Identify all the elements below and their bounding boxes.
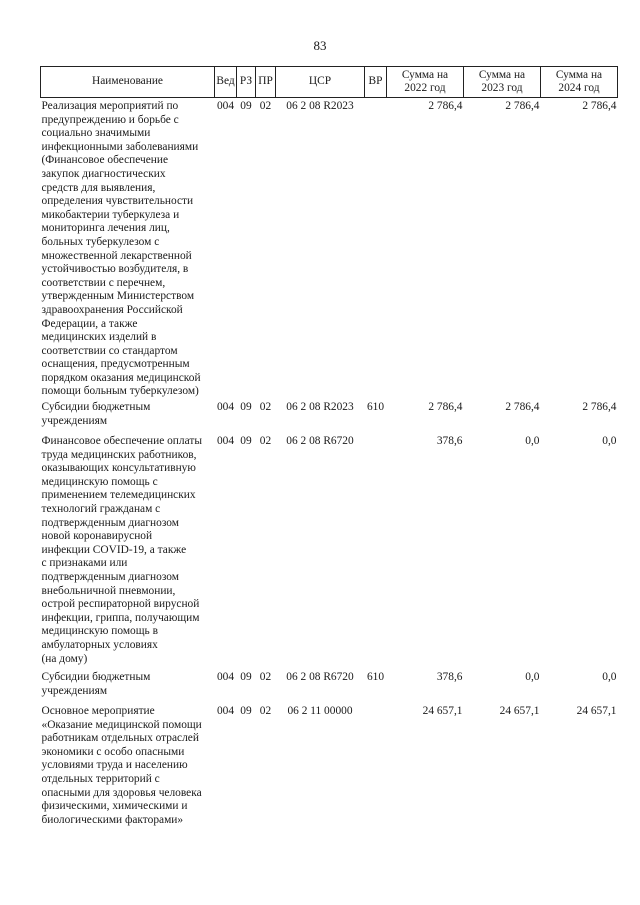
cell-csr: 06 2 08 R6720 bbox=[286, 435, 354, 448]
cell-name: Основное мероприятие «Оказание медицинской помощи работникам отдельных отраслей экономики с особо опасными условиями труда и населению отдельных территорий с опасными для здоровья человека физическими, химическими и биологическими факторами» bbox=[41, 705, 202, 826]
cell-sum-2022: 24 657,1 bbox=[422, 705, 463, 718]
cell-sum-2022: 378,6 bbox=[436, 671, 463, 684]
table-row bbox=[41, 669, 618, 703]
cell-sum-2022: 378,6 bbox=[436, 435, 463, 448]
cell-pr: 02 bbox=[259, 401, 272, 414]
cell-name: Субсидии бюджетным учреждениям bbox=[41, 671, 151, 697]
budget-table bbox=[40, 66, 618, 865]
table-row bbox=[41, 433, 618, 669]
cell-ved: 004 bbox=[216, 705, 235, 718]
cell-vr: 610 bbox=[366, 401, 385, 414]
table-row bbox=[41, 399, 618, 433]
cell-ved: 004 bbox=[216, 100, 235, 112]
header-name: Наименование bbox=[41, 67, 215, 98]
cell-sum-2024: 0,0 bbox=[602, 435, 617, 448]
header-pr: ПР bbox=[256, 67, 276, 98]
cell-pr: 02 bbox=[259, 100, 272, 112]
cell-name: Реализация мероприятий по предупреждению и борьбе с социально значимыми инфекционными заболеваниями (Финансовое обеспечение закупок диагностических средств для выявления, определения чувствительности микобактерии туберкулеза и мониторинга лечения лиц, больных туберкулезом с множественной лекарственной устойчивостью возбудителя, в соответствии с перечнем, утвержденным Министерством здравоохранения Российской Федерации, а также медицинских изделий в соответствии со стандартом оснащения, предусмотренным порядком оказания медицинской помощи больным туберкулезом) bbox=[41, 100, 201, 398]
header-sum-2022: Сумма на 2022 год bbox=[387, 67, 464, 98]
cell-sum-2023: 2 786,4 bbox=[505, 100, 540, 112]
cell-csr: 06 2 11 00000 bbox=[287, 705, 353, 718]
header-sum-2023: Сумма на 2023 год bbox=[464, 67, 541, 98]
cell-pr: 02 bbox=[259, 705, 272, 718]
cell-ved: 004 bbox=[216, 671, 235, 684]
cell-csr: 06 2 08 R2023 bbox=[286, 401, 354, 414]
page-number: 83 bbox=[313, 38, 327, 53]
cell-sum-2023: 2 786,4 bbox=[505, 401, 540, 414]
cell-sum-2024: 0,0 bbox=[602, 671, 617, 684]
cell-name: Субсидии бюджетным учреждениям bbox=[41, 401, 151, 427]
cell-rz: 09 bbox=[240, 705, 252, 718]
cell-sum-2023: 0,0 bbox=[525, 435, 540, 448]
header-rz: РЗ bbox=[237, 67, 256, 98]
header-csr: ЦСР bbox=[276, 67, 365, 98]
cell-sum-2024: 2 786,4 bbox=[582, 401, 617, 414]
cell-rz: 09 bbox=[240, 671, 252, 684]
cell-csr: 06 2 08 R6720 bbox=[286, 671, 354, 684]
cell-sum-2024: 2 786,4 bbox=[582, 100, 617, 112]
table-row bbox=[41, 703, 618, 865]
cell-pr: 02 bbox=[259, 671, 272, 684]
cell-sum-2023: 0,0 bbox=[525, 671, 540, 684]
table-row bbox=[41, 98, 618, 400]
cell-name: Финансовое обеспечение оплаты труда медицинских работников, оказывающих консультативную медицинскую помощь с применением телемедицинских технологий гражданам с подтвержденным диагнозом новой коронавирусной инфекции COVID-19, а также с признаками или подтвержденным диагнозом внебольничной пневмонии, острой респираторной вирусной инфекции, гриппа, получающим медицинскую помощь в амбулаторных условиях (на дому) bbox=[41, 435, 202, 665]
header-vr: ВР bbox=[365, 67, 387, 98]
cell-vr: 610 bbox=[366, 671, 385, 684]
header-sum-2024: Сумма на 2024 год bbox=[541, 67, 618, 98]
cell-vr bbox=[365, 703, 387, 865]
cell-vr bbox=[365, 98, 387, 400]
cell-sum-2022: 2 786,4 bbox=[428, 100, 463, 112]
cell-ved: 004 bbox=[216, 401, 235, 414]
cell-csr: 06 2 08 R2023 bbox=[286, 100, 354, 112]
header-ved: Вед bbox=[215, 67, 237, 98]
cell-sum-2024: 24 657,1 bbox=[576, 705, 617, 718]
cell-rz: 09 bbox=[240, 100, 252, 112]
cell-sum-2023: 24 657,1 bbox=[499, 705, 540, 718]
table-header-row bbox=[41, 67, 618, 98]
cell-sum-2022: 2 786,4 bbox=[428, 401, 463, 414]
cell-ved: 004 bbox=[216, 435, 235, 448]
cell-rz: 09 bbox=[240, 435, 252, 448]
cell-pr: 02 bbox=[259, 435, 272, 448]
cell-rz: 09 bbox=[240, 401, 252, 414]
cell-vr bbox=[365, 433, 387, 669]
